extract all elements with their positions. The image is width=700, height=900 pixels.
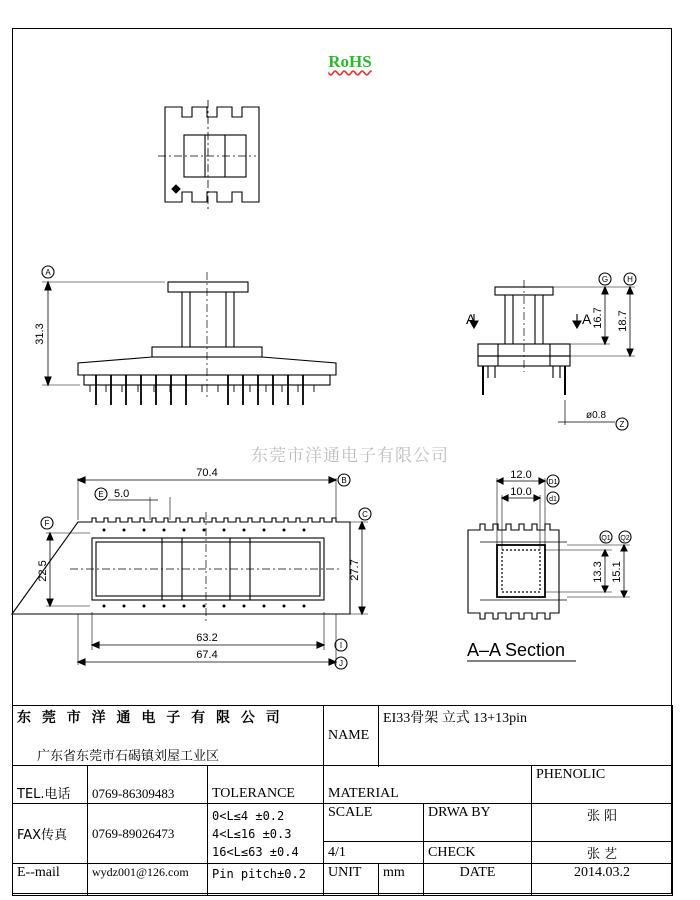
- dim-27-7: 27.7: [349, 559, 361, 581]
- title-block: [12, 705, 673, 896]
- tel-value: 0769-86309483: [88, 766, 208, 804]
- check-value: 张 艺: [532, 842, 673, 864]
- bottom-view: [12, 467, 371, 669]
- scale-label: SCALE: [324, 804, 424, 842]
- marker-d1-upper: D1: [548, 479, 558, 486]
- pin-pitch: Pin pitch±0.2: [208, 864, 324, 896]
- section-view: [467, 469, 631, 661]
- unit-label: UNIT: [324, 864, 379, 896]
- material-value: PHENOLIC: [532, 766, 673, 804]
- dim-12-0: 12.0: [510, 469, 532, 481]
- marker-q1: Q1: [601, 535, 611, 542]
- dim-13-3: 13.3: [592, 561, 604, 583]
- drawn-by-label: DRWA BY: [424, 804, 532, 842]
- name-value: EI33骨架 立式 13+13pin: [379, 706, 673, 766]
- dim-70-4: 70.4: [196, 467, 218, 479]
- marker-d1-lower: d1: [549, 496, 557, 503]
- front-view: [34, 266, 336, 405]
- dim-pitch-5-0: 5.0: [114, 488, 130, 500]
- material-label: MATERIAL: [324, 766, 532, 804]
- dim-18-7: 18.7: [617, 310, 629, 332]
- tolerance-row-2: 4<L≤16 ±0.3: [212, 826, 292, 841]
- marker-f: F: [44, 519, 50, 528]
- dim-63-2: 63.2: [196, 632, 218, 644]
- dim-15-1: 15.1: [611, 561, 623, 583]
- email-label: E--mail: [13, 864, 88, 896]
- marker-h: H: [627, 275, 633, 284]
- scale-value: 4/1: [324, 842, 424, 864]
- date-label: DATE: [424, 864, 532, 896]
- tolerance-row-3: 16<L≤63 ±0.4: [212, 844, 299, 859]
- side-view: [466, 273, 636, 430]
- tolerance-row-1: 0<L≤4 ±0.2: [212, 808, 285, 823]
- section-title: A–A Section: [467, 640, 566, 660]
- marker-q2: Q2: [620, 535, 630, 542]
- dim-pin-dia: ø0.8: [586, 410, 607, 421]
- marker-g: G: [601, 275, 609, 284]
- tel-label: TEL.电话: [13, 766, 88, 804]
- dim-10-0: 10.0: [510, 486, 532, 498]
- marker-c: C: [362, 510, 368, 519]
- email-value: wydz001@126.com: [88, 864, 208, 896]
- rohs-label: RoHS: [328, 52, 372, 71]
- company-cell: [13, 706, 324, 766]
- drawn-by-value: 张 阳: [532, 804, 673, 842]
- dim-22-5: 22.5: [37, 560, 49, 582]
- unit-value: mm: [379, 864, 424, 896]
- dim-16-7: 16.7: [592, 307, 604, 329]
- marker-i: I: [339, 641, 343, 650]
- company-watermark: 东莞市洋通电子有限公司: [251, 446, 449, 466]
- name-label: NAME: [324, 706, 379, 766]
- date-value: 2014.03.2: [532, 864, 673, 896]
- check-label: CHECK: [424, 842, 532, 864]
- section-marker-left: A: [466, 311, 476, 327]
- top-view: [158, 100, 259, 210]
- tolerance-label: TOLERANCE: [208, 766, 324, 804]
- dim-31-3: 31.3: [34, 323, 46, 345]
- marker-z: Z: [619, 420, 625, 429]
- fax-value: 0769-89026473: [88, 804, 208, 864]
- tolerance-values: [208, 804, 324, 864]
- company-name: 东 莞 市 洋 通 电 子 有 限 公 司: [17, 710, 283, 726]
- company-address: 广东省东莞市石碣镇刘屋工业区: [37, 749, 220, 764]
- dim-67-4: 67.4: [196, 649, 218, 661]
- section-marker-right: A: [582, 311, 592, 327]
- fax-label: FAX传真: [13, 804, 88, 864]
- marker-b: B: [341, 476, 347, 485]
- marker-a: A: [45, 268, 51, 277]
- marker-j: J: [339, 659, 343, 668]
- marker-e: E: [98, 490, 104, 499]
